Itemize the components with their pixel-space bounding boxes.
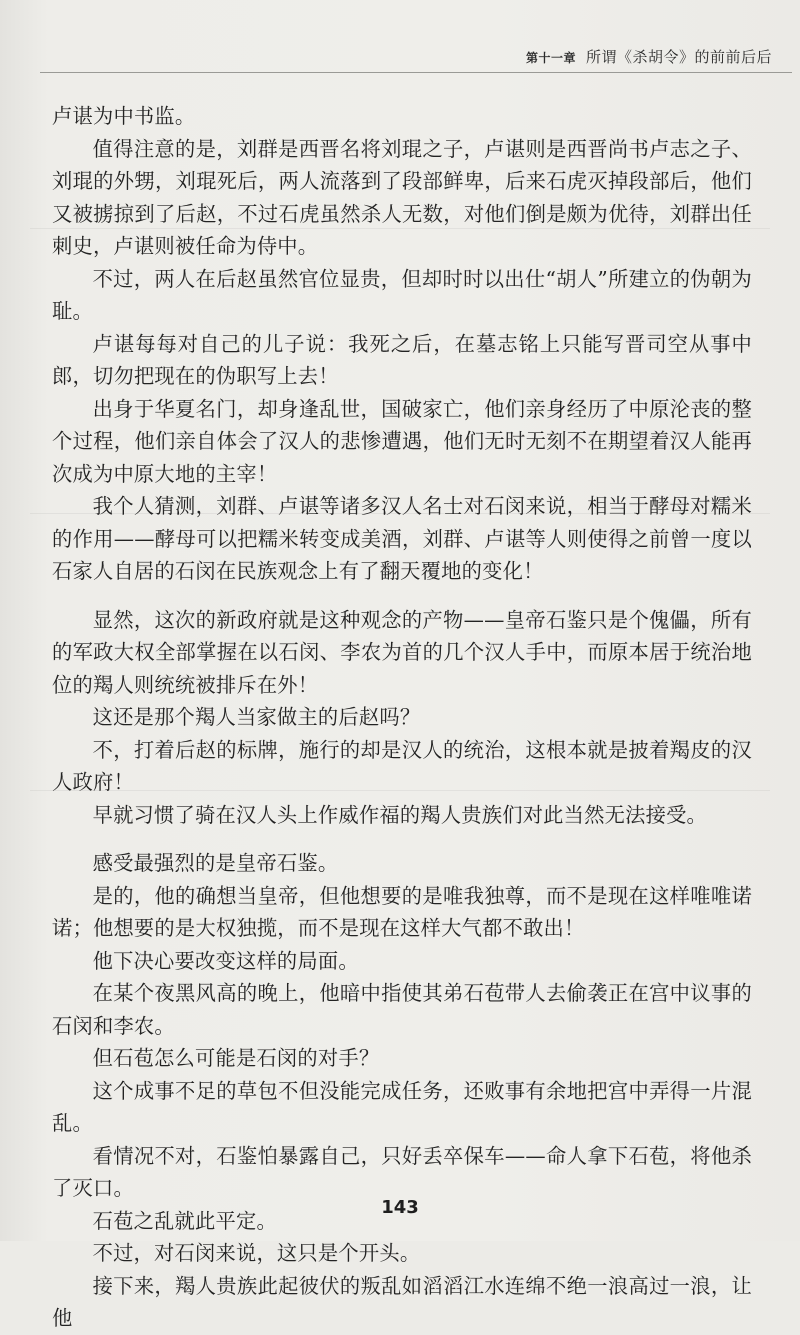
paragraph: 不过，两人在后赵虽然官位显贵，但却时时以出仕“胡人”所建立的伪朝为耻。 xyxy=(52,266,752,323)
paragraph: 他下决心要改变这样的局面。 xyxy=(92,948,359,973)
paragraph: 这还是那个羯人当家做主的后赵吗？ xyxy=(92,705,421,729)
running-header xyxy=(526,46,772,67)
chapter-title: 所谓《杀胡令》的前前后后 xyxy=(585,48,772,66)
paragraph: 显然，这次的新政府就是这种观念的产物——皇帝石鉴只是个傀儡，所有的军政大权全部掌握在以石闵、李农为首的几个汉人手中，而原本居于统治地位的羯人则统统被排斥在外！ xyxy=(52,607,752,697)
paragraph: 接下来，羯人贵族此起彼伏的叛乱如滔滔江水连绵不绝一浪高过一浪，让他 xyxy=(52,1273,752,1330)
paragraph: 不，打着后赵的标牌，施行的却是汉人的统治，这根本就是披着羯皮的汉人政府！ xyxy=(52,737,752,794)
paragraph: 卢谌为中书监。 xyxy=(52,104,196,128)
paragraph: 我个人猜测，刘群、卢谌等诸多汉人名士对石闵来说，相当于酵母对糯米的作用——酵母可以把糯米转变成美酒，刘群、卢谌等人则使得之前曾一度以石家人自居的石闵在民族观念上有了翻天覆地的变化！ xyxy=(52,494,752,583)
paragraph: 卢谌每每对自己的儿子说：我死之后，在墓志铭上只能写晋司空从事中郎，切勿把现在的伪职写上去！ xyxy=(52,331,752,388)
paragraph: 不过，对石闵来说，这只是个开头。 xyxy=(92,1241,421,1265)
chapter-label: 第十一章 xyxy=(525,51,576,65)
paragraph: 这个成事不足的草包不但没能完成任务，还败事有余地把宫中弄得一片混乱。 xyxy=(52,1078,752,1135)
paragraph: 是的，他的确想当皇帝，但他想要的是唯我独尊，而不是现在这样唯唯诺诺；他想要的是大权独揽，而不是现在这样大气都不敢出！ xyxy=(52,883,752,940)
paragraph: 值得注意的是，刘群是西晋名将刘琨之子，卢谌则是西晋尚书卢志之子、刘琨的外甥，刘琨死后，两人流落到了段部鲜卑，后来石虎灭掉段部后，他们又被掳掠到了后赵，不过石虎虽然杀人无数，对他们倒是颇为优待，刘群出任刺史，卢谌则被任命为侍中。 xyxy=(52,136,752,258)
body-text xyxy=(52,100,752,1335)
paragraph: 但石苞怎么可能是石闵的对手？ xyxy=(92,1046,380,1070)
page-number: 143 xyxy=(381,1197,419,1218)
paragraph: 早就习惯了骑在汉人头上作威作福的羯人贵族们对此当然无法接受。 xyxy=(92,802,708,827)
paragraph: 在某个夜黑风高的晚上，他暗中指使其弟石苞带人去偷袭正在宫中议事的石闵和李农。 xyxy=(52,981,752,1038)
paragraph-gap xyxy=(52,588,752,604)
paragraph-gap xyxy=(52,831,752,847)
paragraph: 看情况不对，石鉴怕暴露自己，只好丢卒保车——命人拿下石苞，将他杀了灭口。 xyxy=(52,1143,752,1200)
paragraph: 出身于华夏名门，却身逢乱世，国破家亡，他们亲身经历了中原沦丧的整个过程，他们亲自体会了汉人的悲惨遭遇，他们无时无刻不在期望着汉人能再次成为中原大地的主宰！ xyxy=(52,396,752,486)
paragraph: 感受最强烈的是皇帝石鉴。 xyxy=(92,851,339,875)
paragraph: 石苞之乱就此平定。 xyxy=(92,1208,277,1233)
header-divider xyxy=(40,72,792,73)
